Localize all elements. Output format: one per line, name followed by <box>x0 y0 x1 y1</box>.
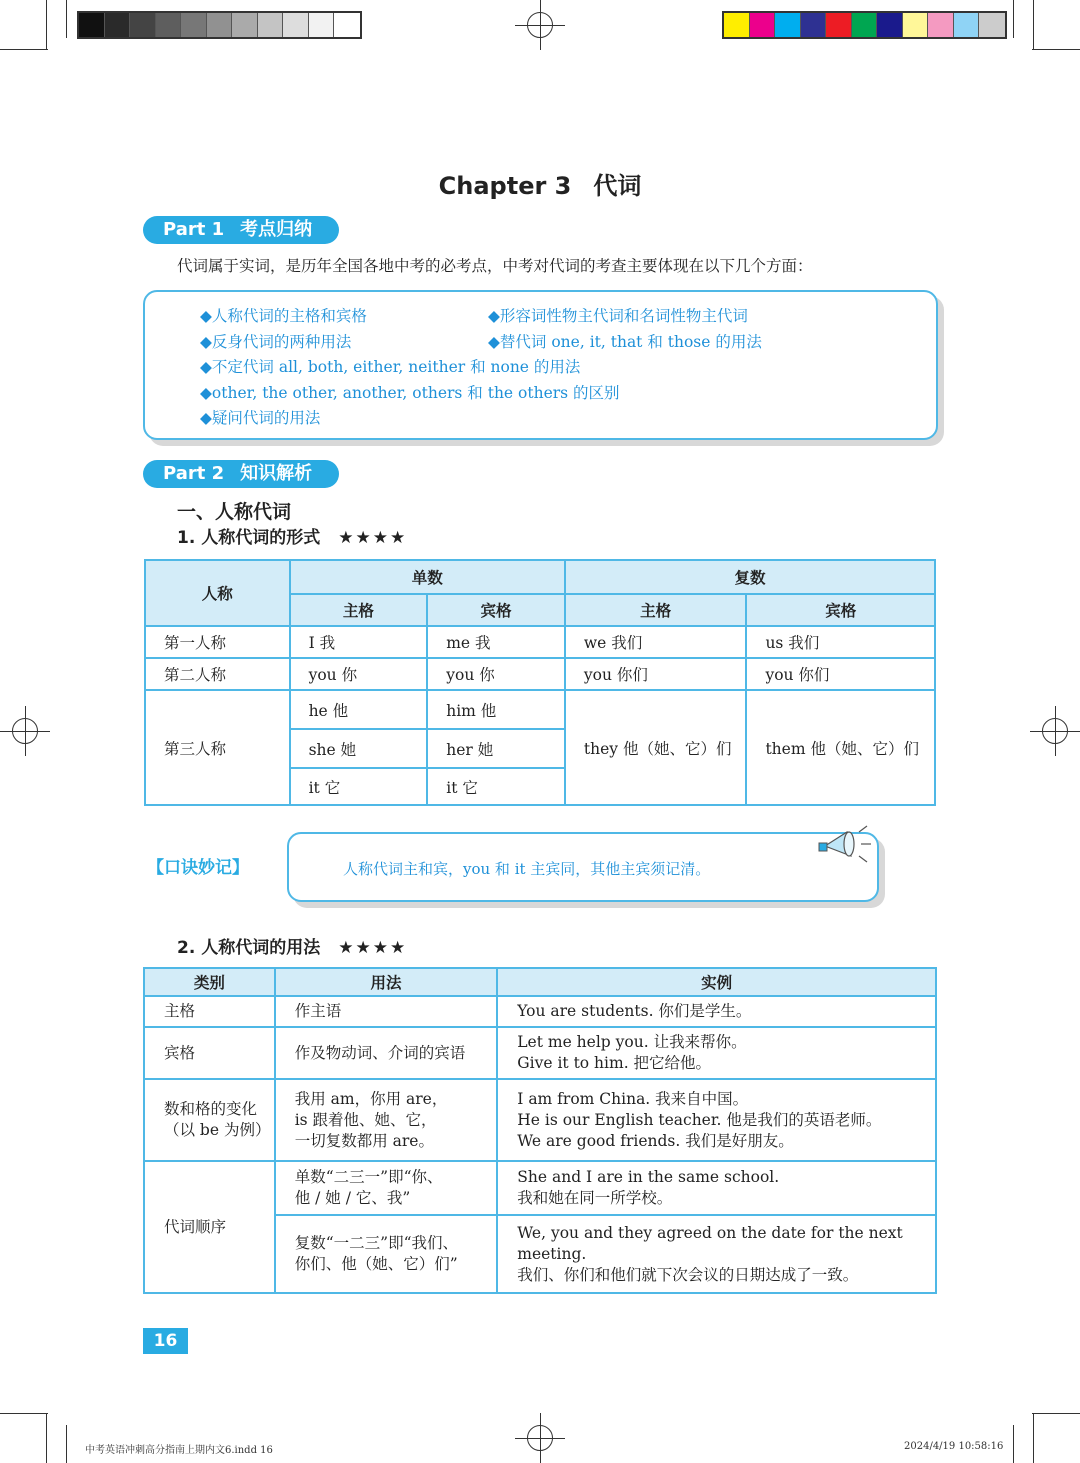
table-row <box>144 1161 936 1215</box>
example-cell <box>497 1079 936 1161</box>
row-label: 第二人称 <box>145 658 290 690</box>
part2-badge-number: Part 2 <box>163 463 225 484</box>
color-swatch <box>130 13 156 37</box>
category-cell: 宾格 <box>144 1027 275 1079</box>
usage-line: 我用 am，你用 are， <box>294 1089 448 1108</box>
header-person: 人称 <box>145 560 290 626</box>
chapter-label: Chapter 3 <box>438 172 572 200</box>
color-swatch <box>258 13 284 37</box>
part1-badge-number: Part 1 <box>163 219 225 240</box>
color-swatch <box>903 13 929 37</box>
registration-mark <box>1030 706 1080 756</box>
table-cell: he 他 <box>290 690 428 729</box>
mnemonic-text: 人称代词主和宾，you 和 it 主宾同，其他主宾须记清。 <box>343 860 711 878</box>
category-cell: 主格 <box>144 996 275 1027</box>
pronoun-usage-table <box>143 967 937 1294</box>
table-cell: you 你们 <box>746 658 935 690</box>
header-plural: 复数 <box>565 560 935 594</box>
mnemonic-box <box>287 832 879 902</box>
crop-mark <box>1033 0 1034 50</box>
header-singular: 单数 <box>290 560 565 594</box>
category-cell <box>144 1079 275 1161</box>
usage-line: 他 / 她 / 它、我” <box>294 1189 411 1207</box>
key-point: ◆形容词性物主代词和名词性物主代词 <box>488 307 748 325</box>
subsection-title: 1. 人称代词的形式 <box>177 528 321 548</box>
table-cell: them 他（她、它）们 <box>746 690 935 805</box>
mnemonic-label: 【口诀妙记】 <box>147 858 249 878</box>
example-line: I am from China. 我来自中国。 <box>517 1089 749 1108</box>
table-cell: it 它 <box>290 768 428 805</box>
color-swatch <box>954 13 980 37</box>
importance-stars: ★★★★ <box>338 528 408 548</box>
crop-mark <box>1033 1413 1034 1463</box>
example-line: We are good friends. 我们是好朋友。 <box>517 1131 794 1150</box>
subsection-heading-forms <box>177 523 407 548</box>
category-line: 数和格的变化 <box>164 1100 258 1118</box>
table-cell: I 我 <box>290 626 428 658</box>
part2-badge-title: 知识解析 <box>240 463 313 484</box>
crop-mark <box>0 1413 48 1414</box>
color-swatch <box>334 13 360 37</box>
table-cell: you 你 <box>290 658 428 690</box>
table-cell: she 她 <box>290 729 428 768</box>
example-cell <box>497 1215 936 1293</box>
color-swatch <box>979 13 1005 37</box>
header-subjective: 主格 <box>290 594 428 626</box>
color-swatch <box>928 13 954 37</box>
usage-cell <box>275 996 498 1027</box>
registration-mark <box>0 706 50 756</box>
crop-mark <box>1032 49 1080 50</box>
header-objective: 宾格 <box>746 594 935 626</box>
color-swatch <box>775 13 801 37</box>
table-row <box>145 690 935 729</box>
usage-line: is 跟着他、她、它， <box>294 1110 437 1129</box>
crop-mark <box>0 49 48 50</box>
crop-mark <box>46 1413 47 1463</box>
part1-badge-title: 考点归纳 <box>240 219 313 240</box>
key-point: ◆反身代词的两种用法 <box>200 333 352 351</box>
header-category: 类别 <box>144 968 275 996</box>
crop-mark <box>1013 1425 1014 1463</box>
table-cell: it 它 <box>427 768 565 805</box>
crop-mark <box>1032 1413 1080 1414</box>
subsection-title: 2. 人称代词的用法 <box>177 938 321 958</box>
usage-cell <box>275 1161 498 1215</box>
example-line: We, you and they agreed on the date for the next meeting. <box>517 1223 903 1263</box>
example-line: You are students. 你们是学生。 <box>517 1002 752 1020</box>
usage-line: 作主语 <box>294 1002 342 1020</box>
key-point: ◆other, the other, another, others 和 the others 的区别 <box>200 384 620 402</box>
pronoun-forms-table <box>144 559 936 806</box>
usage-line: 单数“二三一”即“你、 <box>294 1168 443 1186</box>
section-heading: 一、人称代词 <box>177 501 292 523</box>
usage-line: 一切复数都用 are。 <box>294 1131 434 1150</box>
registration-mark <box>515 0 565 50</box>
color-swatch <box>207 13 233 37</box>
key-point: ◆疑问代词的用法 <box>200 409 321 427</box>
footer-file-info: 中考英语冲刺高分指南上期内文6.indd 16 <box>85 1445 273 1456</box>
color-swatch <box>309 13 335 37</box>
example-line: He is our English teacher. 他是我们的英语老师。 <box>517 1110 882 1129</box>
key-point: ◆人称代词的主格和宾格 <box>200 307 367 325</box>
color-swatch <box>181 13 207 37</box>
color-swatch <box>750 13 776 37</box>
example-cell <box>497 996 936 1027</box>
part2-badge <box>143 460 339 488</box>
table-row <box>144 1079 936 1161</box>
page-number: 16 <box>143 1328 188 1354</box>
key-point: ◆替代词 one, it, that 和 those 的用法 <box>488 333 762 351</box>
table-row <box>145 658 935 690</box>
color-swatch <box>283 13 309 37</box>
color-swatch <box>105 13 131 37</box>
table-cell: him 他 <box>427 690 565 729</box>
importance-stars: ★★★★ <box>338 938 408 958</box>
usage-line: 作及物动词、介词的宾语 <box>294 1043 466 1062</box>
crop-mark <box>66 1425 67 1463</box>
header-subjective: 主格 <box>565 594 747 626</box>
footer-timestamp: 2024/4/19 10:58:16 <box>904 1441 1004 1452</box>
key-point: ◆不定代词 all, both, either, neither 和 none 的用法 <box>200 358 581 376</box>
key-points-box <box>143 290 938 440</box>
usage-cell <box>275 1215 498 1293</box>
part1-badge <box>143 216 339 244</box>
row-label: 第三人称 <box>145 690 290 805</box>
usage-line: 复数“一二三”即“我们、 <box>294 1234 458 1252</box>
chapter-title <box>0 166 1080 201</box>
table-cell: her 她 <box>427 729 565 768</box>
example-cell <box>497 1161 936 1215</box>
color-swatch <box>826 13 852 37</box>
table-row <box>144 1027 936 1079</box>
category-cell: 代词顺序 <box>144 1161 275 1293</box>
megaphone-icon <box>807 820 877 870</box>
example-line: Give it to him. 把它给他。 <box>517 1054 712 1072</box>
color-swatch <box>79 13 105 37</box>
table-cell: you 你们 <box>565 658 747 690</box>
example-cell <box>497 1027 936 1079</box>
crop-mark <box>46 0 47 50</box>
example-line: 我们、你们和他们就下次会议的日期达成了一致。 <box>517 1265 859 1284</box>
usage-cell <box>275 1027 498 1079</box>
chapter-topic: 代词 <box>593 172 642 200</box>
registration-mark <box>515 1413 565 1463</box>
process-color-bar <box>722 11 1007 39</box>
color-swatch <box>724 13 750 37</box>
table-cell: we 我们 <box>565 626 747 658</box>
header-examples: 实例 <box>497 968 936 996</box>
table-cell: you 你 <box>427 658 565 690</box>
color-swatch <box>877 13 903 37</box>
header-objective: 宾格 <box>427 594 565 626</box>
category-line: （以 be 为例） <box>164 1121 271 1139</box>
row-label: 第一人称 <box>145 626 290 658</box>
crop-mark <box>66 0 67 38</box>
header-usage: 用法 <box>275 968 498 996</box>
usage-line: 你们、他（她、它）们” <box>294 1255 458 1273</box>
part1-intro: 代词属于实词，是历年全国各地中考的必考点，中考对代词的考查主要体现在以下几个方面： <box>177 257 813 275</box>
table-cell: me 我 <box>427 626 565 658</box>
color-swatch <box>852 13 878 37</box>
table-cell: us 我们 <box>746 626 935 658</box>
table-cell: they 他（她、它）们 <box>565 690 747 805</box>
usage-cell <box>275 1079 498 1161</box>
crop-mark <box>1013 0 1014 38</box>
example-line: She and I are in the same school. <box>517 1168 780 1186</box>
example-line: Let me help you. 让我来帮你。 <box>517 1033 747 1051</box>
example-line: 我和她在同一所学校。 <box>517 1189 673 1207</box>
color-swatch <box>801 13 827 37</box>
color-swatch <box>156 13 182 37</box>
table-row <box>144 996 936 1027</box>
table-row <box>145 626 935 658</box>
gray-color-bar <box>77 11 362 39</box>
subsection-heading-usage <box>177 933 407 958</box>
color-swatch <box>232 13 258 37</box>
